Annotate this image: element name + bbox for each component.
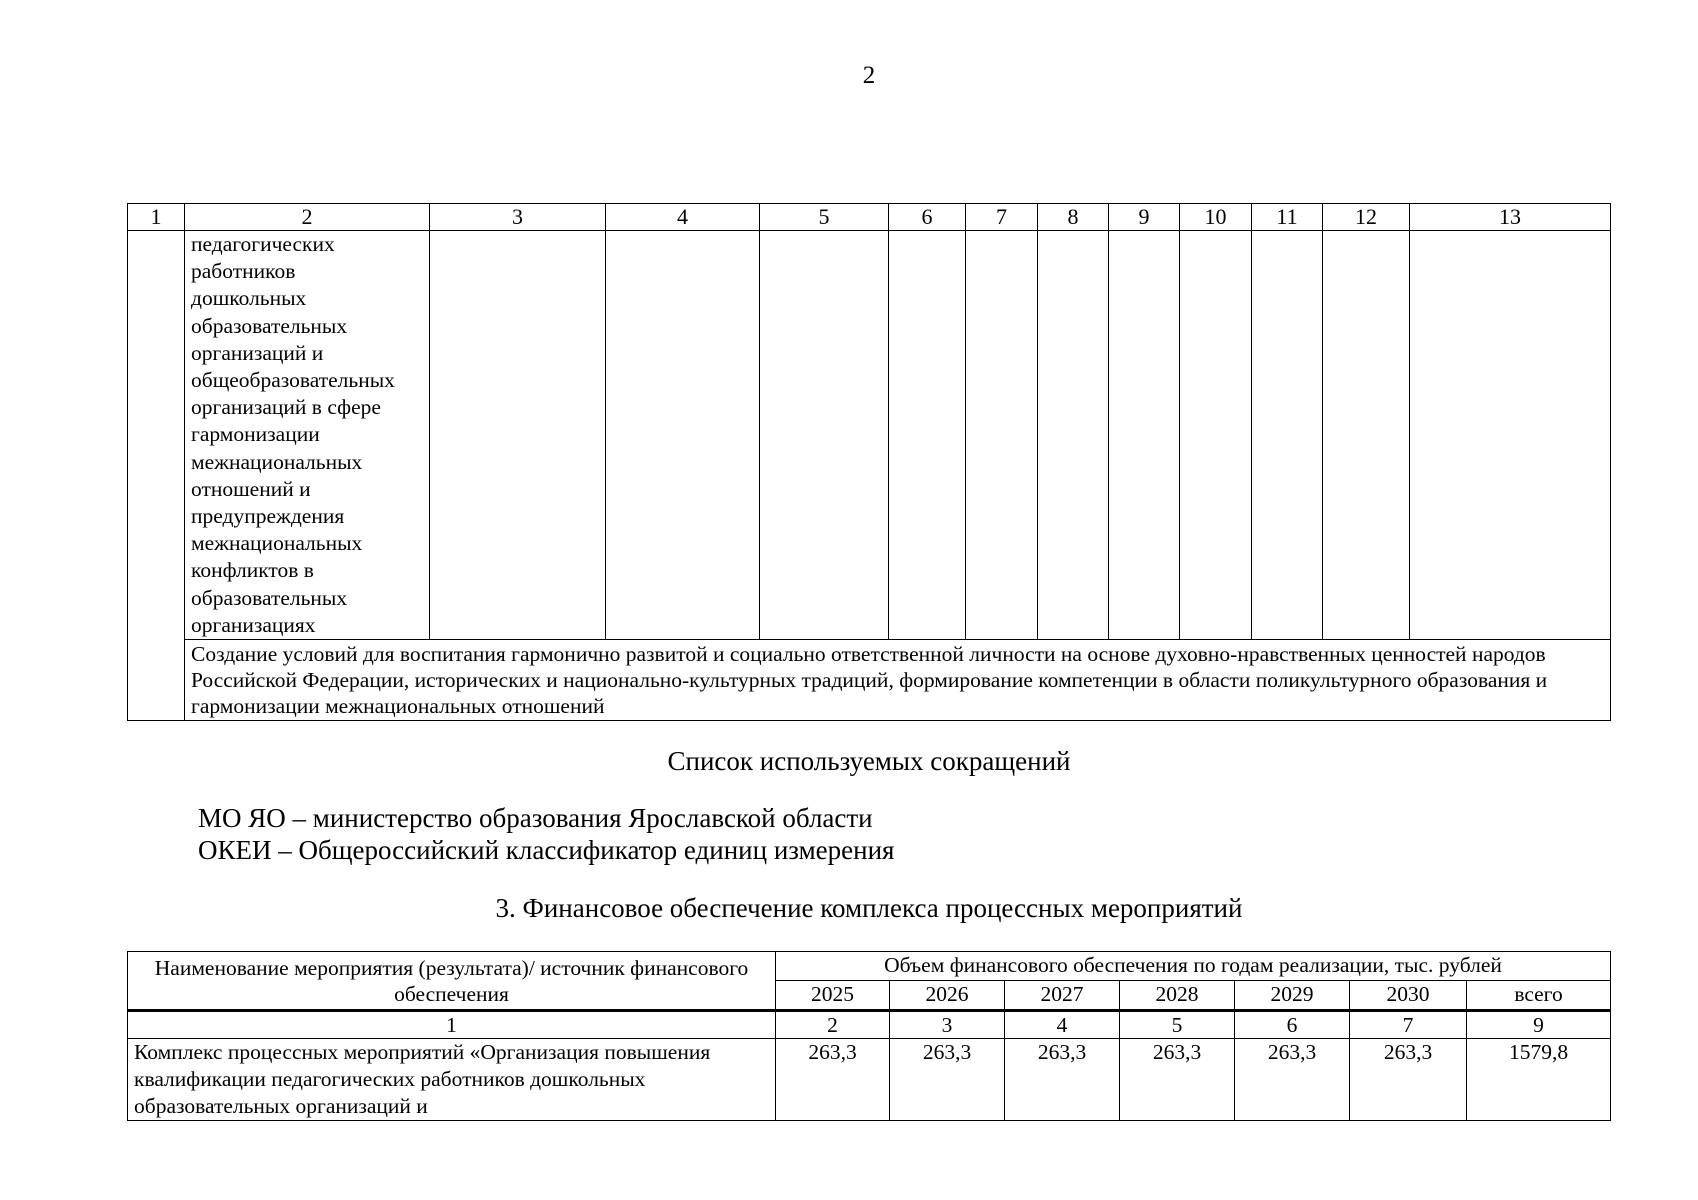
year-header: 2027 <box>1005 981 1120 1011</box>
goal-row <box>128 640 1611 721</box>
year-header: 2026 <box>890 981 1005 1011</box>
column-number: 11 <box>1252 204 1323 231</box>
total-cell: 1579,8 <box>1467 1039 1611 1121</box>
column-number: 7 <box>966 204 1038 231</box>
column-number: 2 <box>776 1011 890 1039</box>
column-number: 3 <box>890 1011 1005 1039</box>
empty-cell <box>606 231 760 640</box>
empty-cell <box>1410 231 1611 640</box>
abbreviation-item: ОКЕИ – Общероссийский классификатор единиц измерения <box>198 835 895 865</box>
column-number: 8 <box>1038 204 1109 231</box>
empty-cell <box>1180 231 1252 640</box>
empty-cell <box>1252 231 1323 640</box>
amount-cell: 263,3 <box>776 1039 890 1121</box>
abbreviations-title: Список используемых сокращений <box>667 746 1071 776</box>
goal-text: Создание условий для воспитания гармонично развитой и социально ответственной личности на основе духовно-нравственных ценностей народов Российской Федерации, исторических и национально-культурных традиций, формирование компетенции в области поликультурного образования и гармонизации межнациональных отношений <box>185 640 1611 721</box>
finance-table <box>127 951 1611 1121</box>
header-volume: Объем финансового обеспечения по годам реализации, тыс. рублей <box>776 952 1611 981</box>
column-number-row <box>128 1011 1611 1039</box>
table-row <box>128 1039 1611 1121</box>
column-number: 1 <box>128 1011 776 1039</box>
activity-name: Комплекс процессных мероприятий «Организация повышения квалификации педагогических работников дошкольных образовательных организаций и <box>128 1039 776 1121</box>
column-number: 6 <box>889 204 966 231</box>
empty-cell <box>966 231 1038 640</box>
indicator-description-cell <box>185 231 430 640</box>
empty-cell <box>889 231 966 640</box>
header-name: Наименование мероприятия (результата)/ источник финансового обеспечения <box>128 952 776 1011</box>
column-number: 12 <box>1323 204 1410 231</box>
column-number: 3 <box>430 204 606 231</box>
column-number: 9 <box>1467 1011 1611 1039</box>
indicators-table-continuation <box>127 203 1611 721</box>
year-header: 2025 <box>776 981 890 1011</box>
column-number: 9 <box>1109 204 1180 231</box>
header-row <box>128 952 1611 981</box>
page-number: 2 <box>862 62 876 89</box>
amount-cell: 263,3 <box>1005 1039 1120 1121</box>
column-number: 7 <box>1350 1011 1467 1039</box>
amount-cell: 263,3 <box>1120 1039 1235 1121</box>
column-number: 2 <box>185 204 430 231</box>
abbreviation-item: МО ЯО – министерство образования Ярославской области <box>198 803 873 833</box>
empty-cell <box>1109 231 1180 640</box>
column-number-row <box>128 204 1611 231</box>
amount-cell: 263,3 <box>890 1039 1005 1121</box>
total-header: всего <box>1467 981 1611 1011</box>
column-number: 1 <box>128 204 185 231</box>
year-header: 2030 <box>1350 981 1467 1011</box>
empty-cell <box>430 231 606 640</box>
column-number: 4 <box>606 204 760 231</box>
empty-cell <box>1323 231 1410 640</box>
empty-cell <box>1038 231 1109 640</box>
column-number: 5 <box>760 204 889 231</box>
amount-cell: 263,3 <box>1235 1039 1350 1121</box>
table-row <box>128 231 1611 640</box>
empty-cell <box>760 231 889 640</box>
amount-cell: 263,3 <box>1350 1039 1467 1121</box>
column-number: 4 <box>1005 1011 1120 1039</box>
column-number: 13 <box>1410 204 1611 231</box>
section-title: 3. Финансовое обеспечение комплекса процессных мероприятий <box>495 893 1243 923</box>
column-number: 6 <box>1235 1011 1350 1039</box>
abbreviations-list <box>198 802 894 866</box>
column-number: 5 <box>1120 1011 1235 1039</box>
year-header: 2029 <box>1235 981 1350 1011</box>
indicator-description: педагогических работников дошкольных образовательных организаций и общеобразовательных организаций в сфере гармонизации межнациональных отношений и предупреждения межнациональных конфликтов в образовательных организациях <box>191 232 395 637</box>
empty-cell <box>128 231 185 721</box>
column-number: 10 <box>1180 204 1252 231</box>
year-header: 2028 <box>1120 981 1235 1011</box>
